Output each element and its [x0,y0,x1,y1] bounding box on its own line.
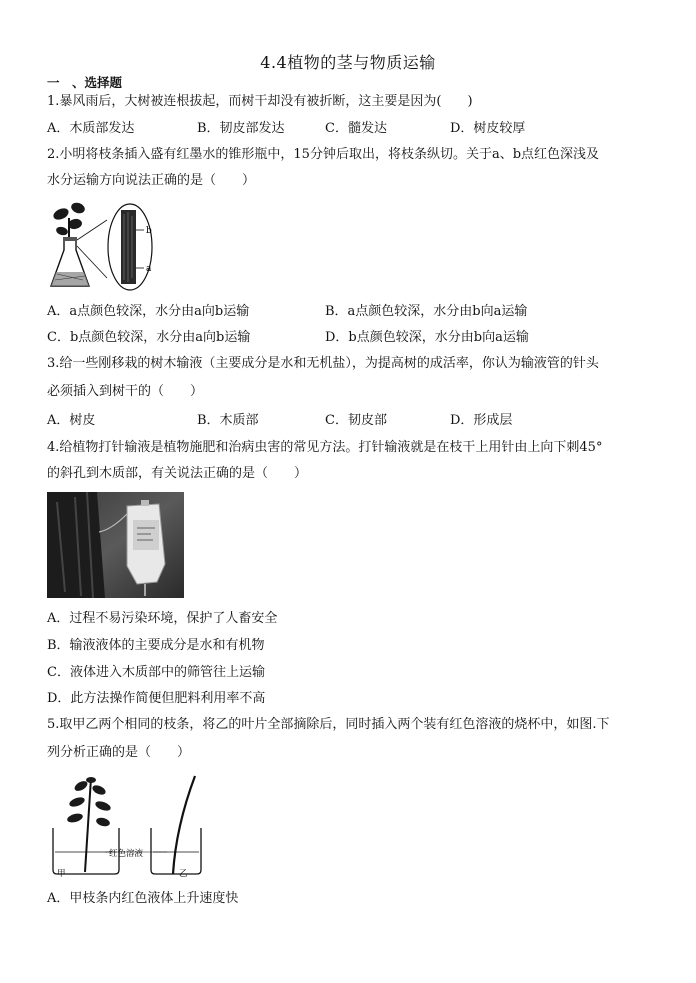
question-4-option-b: B．输液液体的主要成分是水和有机物 [47,638,265,653]
question-5-option-a: A．甲枝条内红色液体上升速度快 [47,891,239,906]
question-1-option-c: C．髓发达 [325,121,387,136]
question-2-stem-line-1: 2.小明将枝条插入盛有红墨水的锥形瓶中，15分钟后取出，将枝条纵切。关于a、b点红色深浅及 [47,147,600,162]
conical-flask-icon [51,237,89,286]
section-heading: 一 、选择题 [47,75,123,90]
question-2-option-d: D．b点颜色较深，水分由b向a运输 [325,330,529,345]
question-4-option-c: C．液体进入木质部中的筛管往上运输 [47,665,265,680]
figure-label-red-solution: 红色溶液 [109,849,144,859]
question-5-figure [47,772,207,880]
bare-branch-icon [173,776,195,874]
stem-section-icon [108,204,152,290]
question-4-stem-line-2: 的斜孔到木质部，有关说法正确的是（ ） [47,466,308,481]
figure-label-jia: 甲 [57,869,66,879]
question-5-stem-line-2: 列分析正确的是（ ） [47,745,191,760]
question-1-option-a: A．木质部发达 [47,121,135,136]
question-5-stem-line-1: 5.取甲乙两个相同的枝条，将乙的叶片全部摘除后，同时插入两个装有红色溶液的烧杯中，如图.下 [47,717,610,732]
page-title: 4.4植物的茎与物质运输 [260,53,436,72]
question-3-option-b: B．木质部 [197,413,259,428]
question-4-option-a: A．过程不易污染环境，保护了人畜安全 [47,611,278,626]
question-1-option-d: D．树皮较厚 [450,121,526,136]
leafy-branch-icon [66,777,112,872]
figure-label-a: a [146,264,152,274]
question-2-option-c: C．b点颜色较深，水分由a向b运输 [47,330,251,345]
question-3-option-c: C．韧皮部 [325,413,387,428]
question-1-option-b: B．韧皮部发达 [197,121,285,136]
question-3-stem-line-2: 必须插入到树干的（ ） [47,384,204,399]
question-2-stem-line-2: 水分运输方向说法正确的是（ ） [47,173,256,188]
figure-label-yi: 乙 [179,869,188,879]
question-3-option-a: A．树皮 [47,413,96,428]
question-4-stem-line-1: 4.给植物打针输液是植物施肥和治病虫害的常见方法。打针输液就是在枝干上用针由上向下刺45° [47,440,603,455]
question-2-option-a: A．a点颜色较深，水分由a向b运输 [47,304,250,319]
question-1-stem: 1.暴风雨后，大树被连根拔起，而树干却没有被折断，这主要是因为( ) [47,94,473,109]
question-4-photo [47,492,184,598]
question-4-option-d: D．此方法操作简便但肥料利用率不高 [47,691,266,706]
question-2-figure [47,200,162,292]
question-2-option-b: B．a点颜色较深，水分由b向a运输 [325,304,528,319]
question-3-option-d: D．形成层 [450,413,513,428]
question-3-stem-line-1: 3.给一些刚移栽的树木输液（主要成分是水和无机盐），为提高树的成活率，你认为输液管的针头 [47,356,599,371]
figure-label-b: b [146,226,152,236]
